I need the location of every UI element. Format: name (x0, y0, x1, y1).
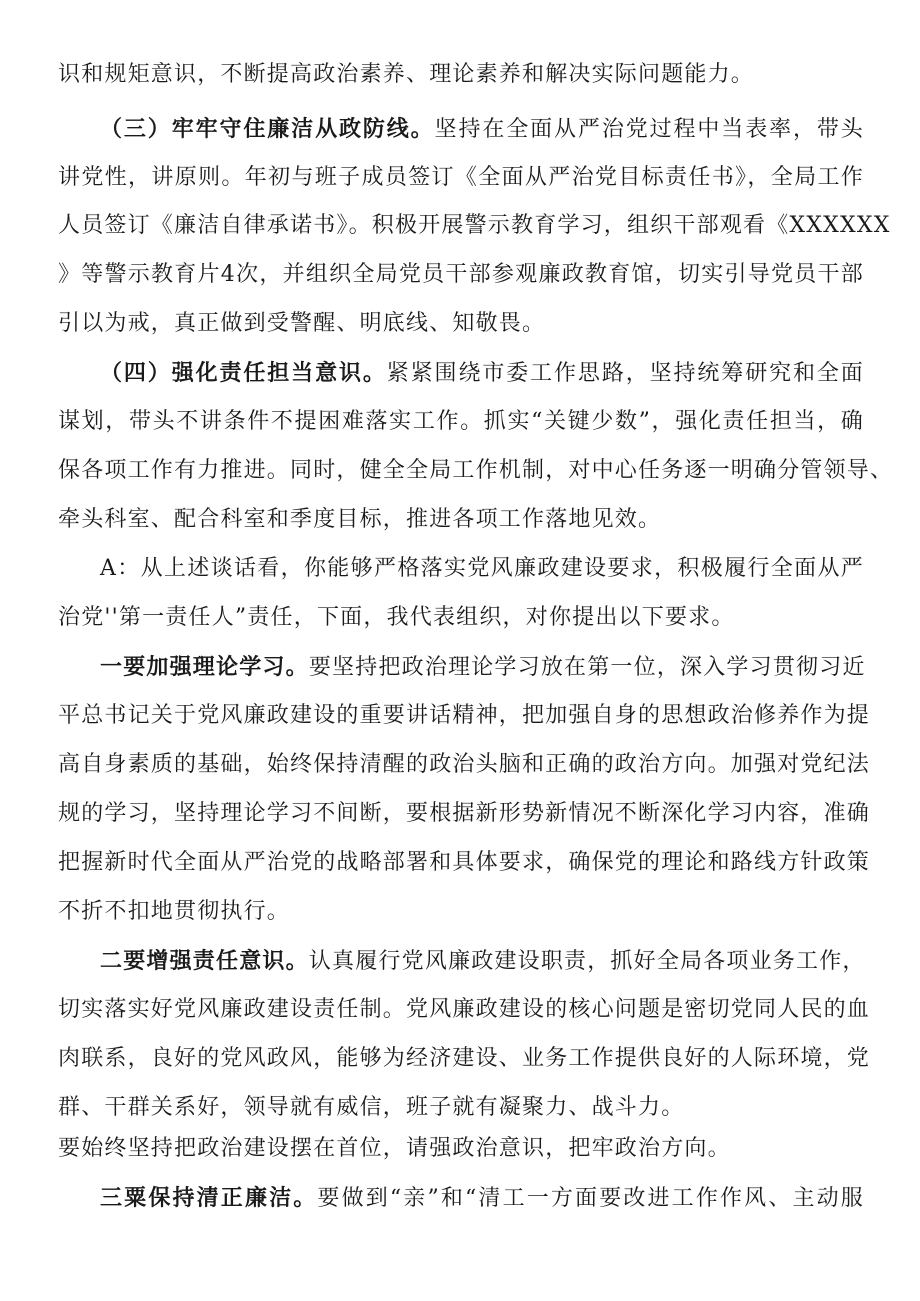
text-line: 规的学习，坚持理论学习不间断，要根据新形势新情况不断深化学习内容，准确 (58, 801, 871, 826)
text-run: 要坚持把政治理论学习放在第一位，深入学习贯彻习近 (308, 655, 866, 680)
section-heading: 一要加强理论学习。 (100, 654, 309, 680)
text-line: 群、干群关系好，领导就有威信，班子就有凝聚力、战斗力。 (58, 1095, 685, 1120)
text-line: 要始终坚持把政治建设摆在首位，请强政治意识，把牢政治方向。 (58, 1136, 731, 1161)
text-line: A：从上述谈话看，你能够严格落实党风廉政建设要求，积极履行全面从严 (100, 556, 864, 581)
paragraph-heading-line (100, 358, 864, 389)
section-heading: （四）强化责任担当意识。 (100, 360, 387, 386)
text-line: 引以为戒，真正做到受警醒、明底线、知敬畏。 (58, 311, 546, 336)
paragraph-heading-line (100, 114, 864, 145)
text-run: 坚持在全面从严治党过程中当表率，带头 (434, 117, 864, 142)
text-line: 人员签订《廉洁自律承诺书》。积极开展警示教育学习，组织干部观看《XXXXXX (58, 213, 891, 238)
paragraph-heading-line (100, 946, 864, 977)
text-line: 高自身素质的基础，始终保持清醒的政治头脑和正确的政治方向。加强对党纪法 (58, 752, 871, 777)
text-line: 切实落实好党风廉政建设责任制。党风廉政建设的核心问题是密切党同人民的血 (58, 997, 871, 1022)
text-line: 平总书记关于党风廉政建设的重要讲话精神，把加强自身的思想政治修养作为提 (58, 703, 871, 728)
text-line: 讲党性，讲原则。年初与班子成员签订《全面从严治党目标责任书》，全局工作 (58, 165, 864, 190)
text-line: 》等警示教育片4次，并组织全局党员干部参观廉政教育馆，切实引导党员干部 (58, 262, 864, 287)
text-line: 牵头科室、配合科室和季度目标，推进各项工作落地见效。 (58, 507, 662, 532)
text-line: 把握新时代全面从严治党的战略部署和具体要求，确保党的理论和路线方针政策 (58, 850, 871, 875)
text-line: 肉联系，良好的党风政风，能够为经济建设、业务工作提供良好的人际环境，党 (58, 1046, 871, 1071)
text-line: 治党''第一责任人”责任，下面，我代表组织，对你提出以下要求。 (58, 605, 735, 630)
section-heading: （三）牢牢守住廉洁从政防线。 (100, 116, 435, 142)
text-line: 不折不扣地贯彻执行。 (58, 899, 291, 924)
section-heading: 三粟保持清正廉洁。 (100, 1185, 318, 1211)
text-run: 紧紧围绕市委工作思路，坚持统筹研究和全面 (386, 361, 864, 386)
paragraph-heading-line (100, 652, 864, 683)
text-run: 认真履行党风廉政建设职责，抓好全局各项业务工作， (308, 949, 866, 974)
text-run: 要做到“亲”和“清工一方面要改进工作作风、主动服 (317, 1186, 864, 1211)
text-line: 识和规矩意识，不断提高政治素养、理论素养和解决实际问题能力。 (58, 62, 755, 87)
section-heading: 二要增强责任意识。 (100, 948, 309, 974)
paragraph-heading-line (100, 1183, 864, 1214)
text-line: 保各项工作有力推进。同时，健全全局工作机制，对中心任务逐一明确分管领导、 (58, 458, 894, 483)
text-line: 谋划，带头不讲条件不提困难落实工作。抓实“关键少数”，强化责任担当，确 (58, 409, 864, 434)
